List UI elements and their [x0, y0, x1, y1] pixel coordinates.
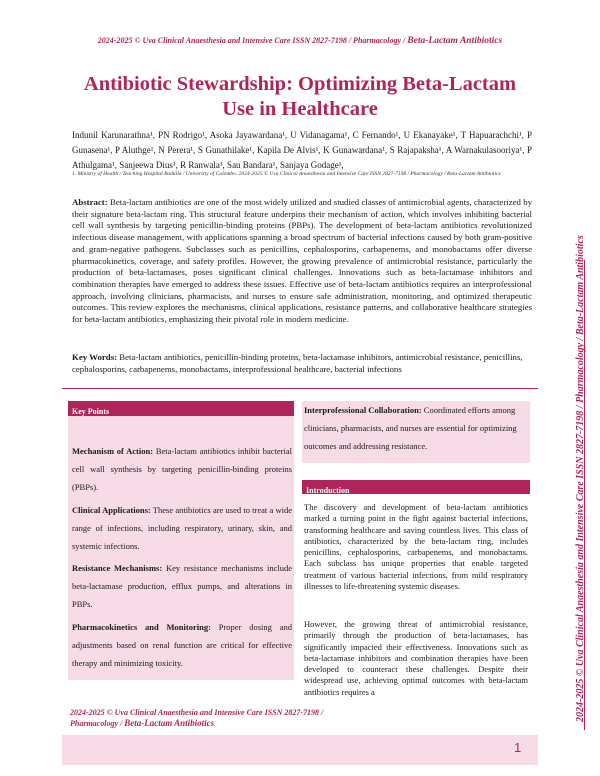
key-point-text: Proper dosing and adjustments based on renal function are critical for effective therapy and minimizing toxicity.: [72, 622, 292, 668]
key-point-text: These antibiotics are used to treat a wide range of infections, including respiratory, urinary, skin, and systemic infections.: [72, 505, 292, 551]
key-point-text: Beta-lactam antibiotics inhibit bacterial cell wall synthesis by targeting penicillin-binding proteins (PBPs).: [72, 446, 292, 492]
key-point-label: Pharmacokinetics and Monitoring:: [72, 622, 211, 632]
section-divider: [62, 388, 538, 389]
footer-section: Pharmacology /: [70, 719, 125, 728]
footer-band: [62, 735, 538, 765]
key-point-item: [72, 619, 292, 672]
keywords-text: Beta-lactam antibiotics, penicillin-binding proteins, beta-lactamase inhibitors, antimicrobial resistance, penicillins, cephalosporins, carbapenems, monobactams, interprofessional healthcare, bacterial infections: [72, 352, 523, 374]
introduction-heading: Introduction: [306, 486, 350, 495]
author-list: Indunil Karunarathna¹, PN Rodrigo¹, Asoka Jayawardana¹, U Vidanagama¹, C Fernando¹, U Ekanayake¹, T Hapuarachchi¹, P Gunasena¹, P Aluthge¹, N Perera¹, S Gunathilake¹, Kapila De Alvis¹, K Gunawardana¹, S Rajapaksha¹, A Warnakulasooriya¹, P Athulgama¹, Sanjeewa Dius¹, R Ranwala¹, Sau Bandara¹, Sanjaya Godage¹,: [72, 130, 532, 170]
header-subject: Beta-Lactam Antibiotics: [407, 36, 503, 46]
key-point-item: [304, 402, 528, 455]
affiliation: 1. Ministry of Health / Teaching Hospital Badulla / University of Colombo. 2024-2025 © Uva Clinical Anaesthesia and Intensive Care ISSN 2827-7198 / Pharmacology / Beta-Lactam Antibiotics: [72, 171, 501, 177]
abstract-text: Beta-lactam antibiotics are one of the most widely utilized and studied classes of antimicrobial agents, characterized by their signature beta-lactam ring. This structural feature underpins their mechanism of action, which involves inhibiting bacterial cell wall synthesis by targeting penicillin-binding proteins (PBPs). The development of beta-lactam antibiotics revolutionized infectious disease management, with applications spanning a broad spectrum of bacterial infections caused by both gram-positive and gram-negative pathogens. Subclasses such as penicillins, cephalosporins, carbapenems, and monobactams offer diverse pharmacokinetics, coverage, and safety profiles. However, the growing prevalence of antimicrobial resistance, particularly the production of beta-lactamases, poses significant clinical challenges. Innovations such as beta-lactamase inhibitors and combination therapies have emerged to address these issues. Effective use of beta-lactam antibiotics requires an interprofessional approach, involving clinicians, pharmacists, and nurses to ensure safe administration, monitoring, and optimized therapeutic outcomes. This review explores the mechanisms, clinical applications, resistance patterns, and collaborative healthcare strategies for beta-lactam antibiotics, emphasizing their pivotal role in modern medicine.: [72, 197, 532, 325]
keywords-label: Key Words:: [72, 352, 118, 362]
key-point-label: Resistance Mechanisms:: [72, 563, 163, 573]
keywords: [72, 352, 532, 375]
vertical-running-title: 2024-2025 © Uva Clinical Anaesthesia and Intensive Care ISSN 2827-7198 / Pharmacology / Beta-Lactam Antibiotics: [575, 235, 586, 722]
key-point-item: [72, 443, 292, 496]
key-points-header: [68, 401, 294, 416]
key-point-label: Interprofessional Collaboration:: [304, 405, 422, 415]
header-journal: 2024-2025 © Uva Clinical Anaesthesia and Intensive Care ISSN 2827-7198 / Pharmacology /: [97, 36, 408, 45]
key-point-item: [72, 502, 292, 555]
key-points-heading: Key Points: [72, 407, 110, 416]
footer-line1: 2024-2025 © Uva Clinical Anaesthesia and Intensive Care ISSN 2827-7198 /: [70, 708, 324, 717]
key-point-item: [72, 560, 292, 613]
intro-paragraph: However, the growing threat of antimicrobial resistance, primarily through the production of beta-lactamases, has significantly impacted their effectiveness. Innovations such as beta-lactamase inhibitors and combination therapies have been developed to counteract these challenges. Despite their widespread use, achieving optimal outcomes with beta-lactam antibiotics requires a: [304, 619, 528, 697]
page-number: 1: [514, 740, 522, 755]
running-header: [0, 36, 600, 46]
abstract: [72, 197, 532, 326]
introduction-header: [302, 480, 530, 494]
key-point-label: Mechanism of Action:: [72, 446, 154, 456]
intro-paragraph: The discovery and development of beta-lactam antibiotics marked a turning point in the fight against bacterial infections, transforming healthcare and saving countless lives. This class of antibiotics, characterized by the beta-lactam ring, includes penicillins, cephalosporins, carbapenems, and monobactams. Each subclass has unique properties that enable targeted treatment of various bacterial infections, from mild respiratory illnesses to life-threatening systemic diseases.: [304, 502, 528, 592]
key-point-label: Clinical Applications:: [72, 505, 151, 515]
key-point-text: Coordinated efforts among clinicians, pharmacists, and nurses are essential for optimizing outcomes and addressing resistance.: [304, 405, 517, 451]
running-footer: [70, 707, 410, 729]
article-title: Antibiotic Stewardship: Optimizing Beta-Lactam Use in Healthcare: [83, 73, 517, 120]
abstract-label: Abstract:: [72, 197, 108, 207]
footer-subject: Beta-Lactam Antibiotics: [124, 718, 215, 728]
key-point-text: Key resistance mechanisms include beta-lactamase production, efflux pumps, and alterations in PBPs.: [72, 563, 292, 609]
